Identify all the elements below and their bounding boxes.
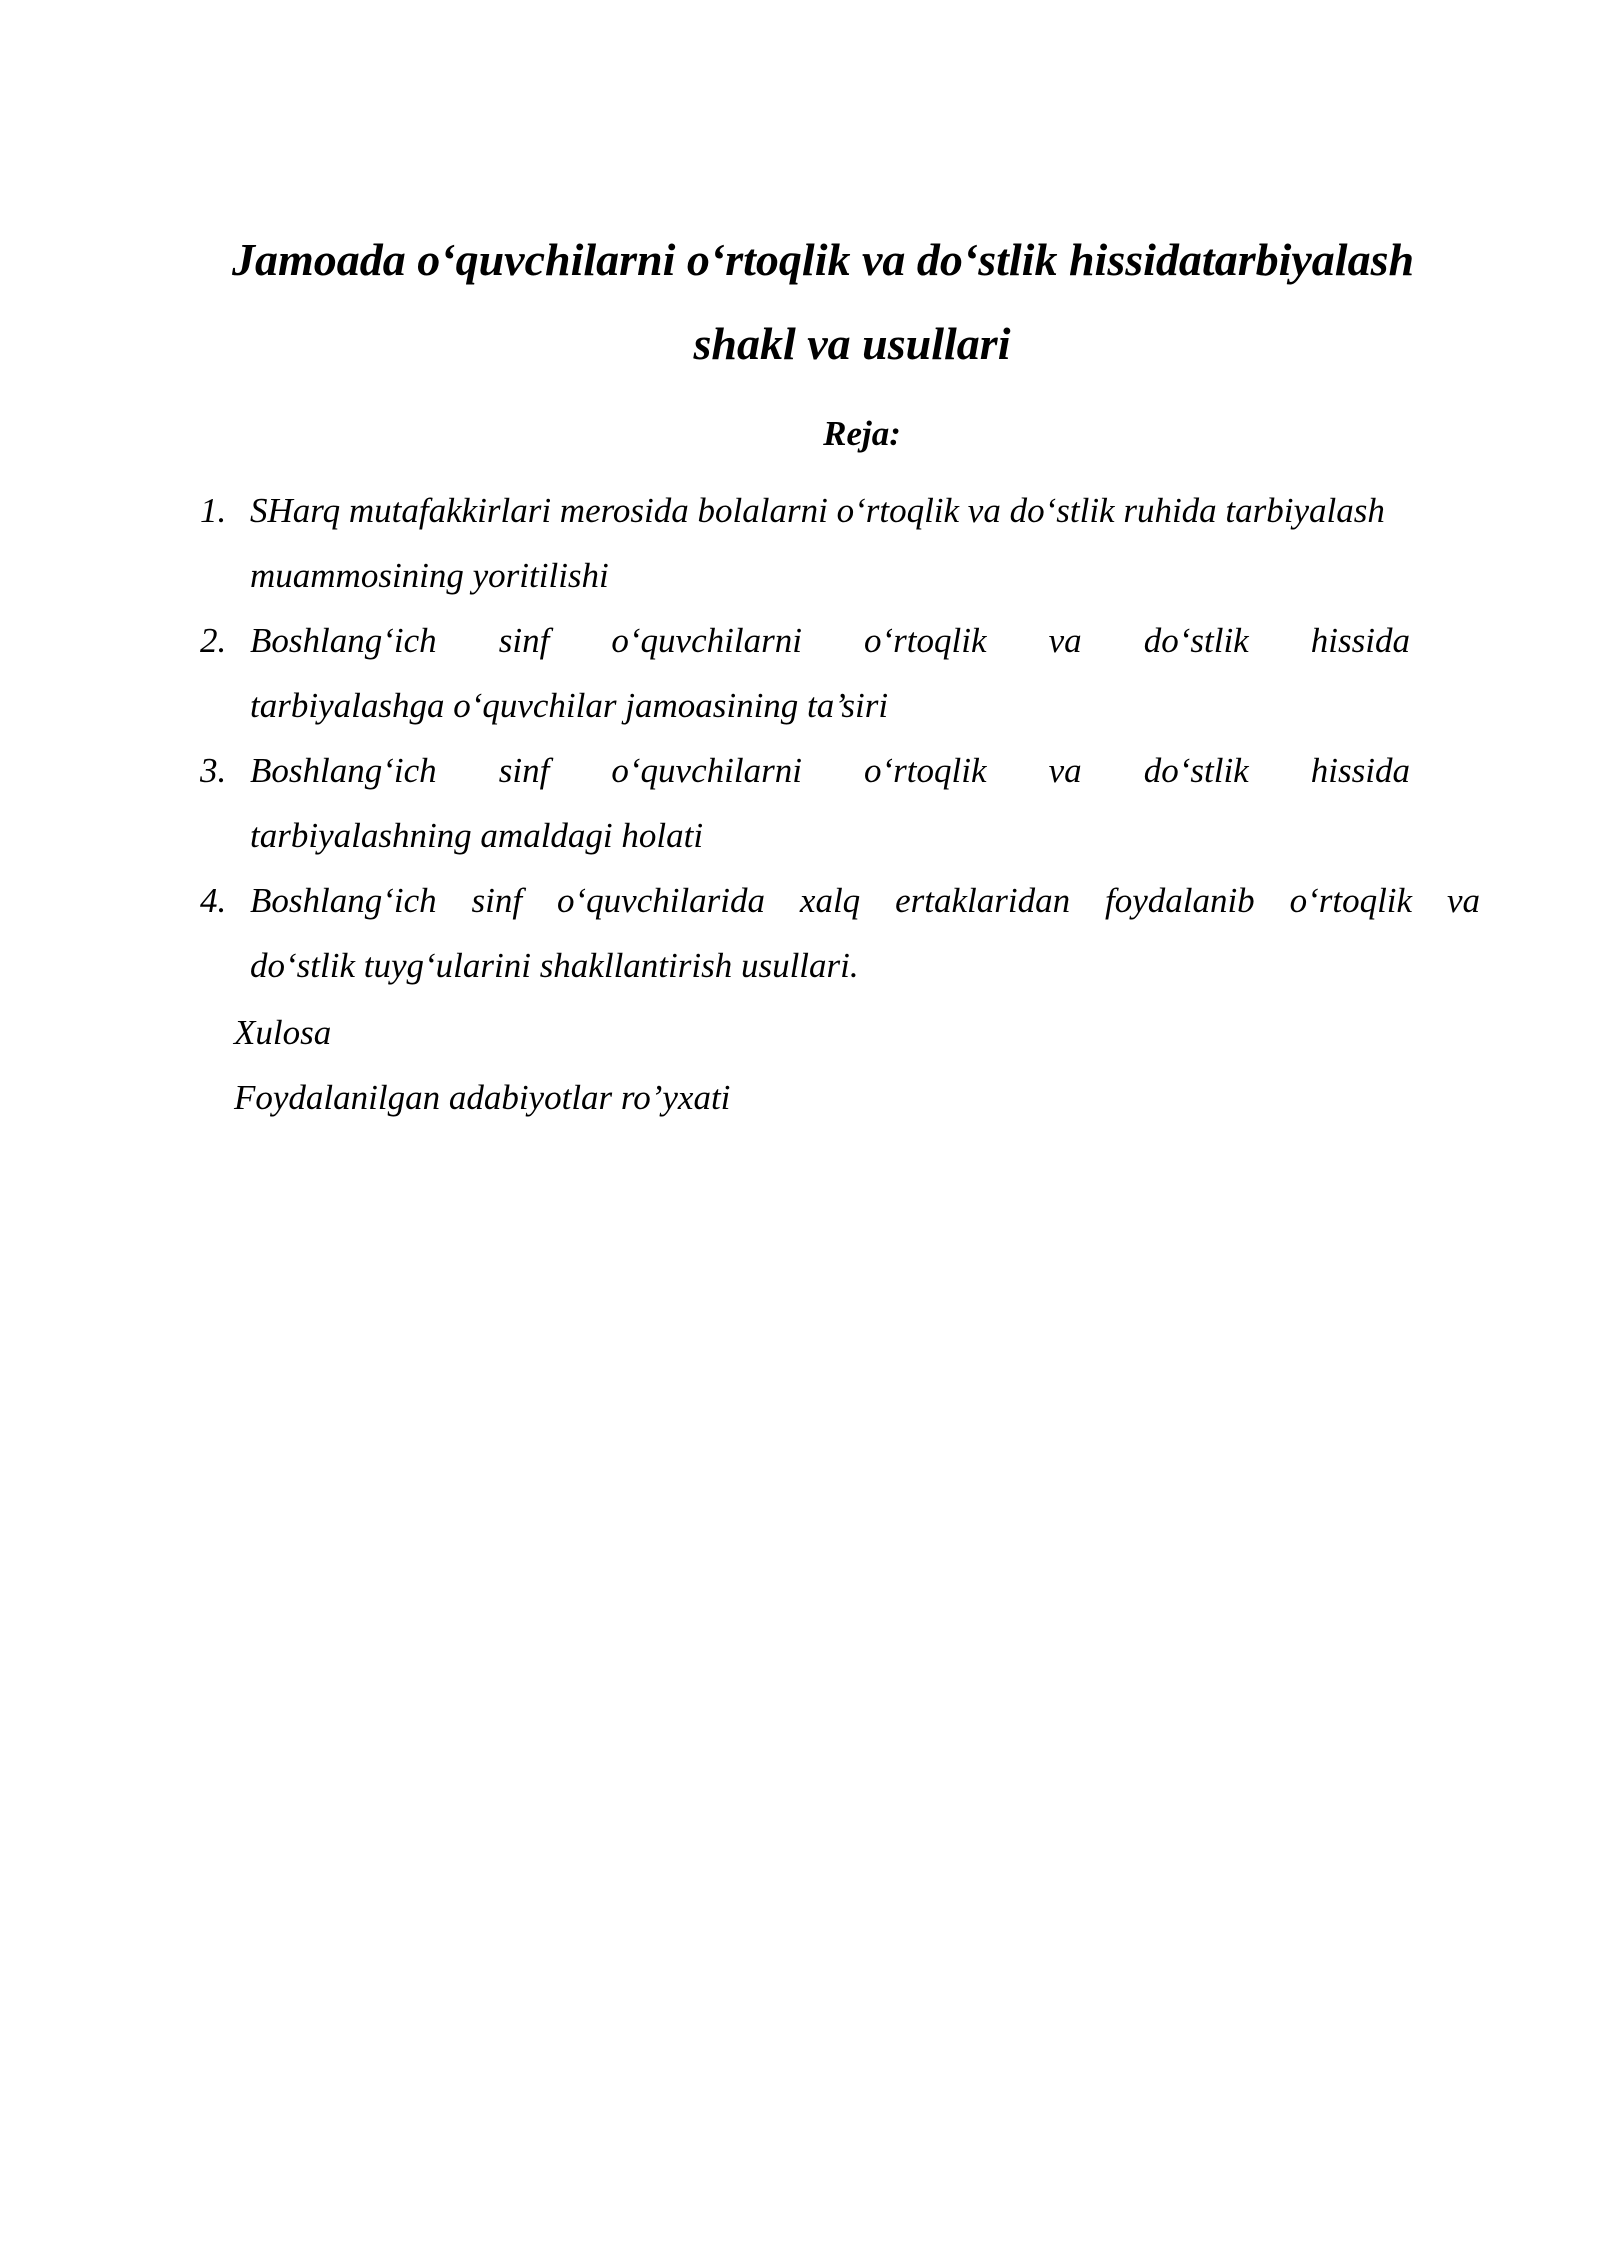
plan-item-text-line-2: muammosining yoritilishi — [250, 556, 609, 595]
conclusion-heading: Xulosa — [234, 1013, 332, 1052]
title-line-2: shakl va usullari — [693, 318, 1011, 369]
plan-item-text-line-2: tarbiyalashga o‘quvchilar jamoasining ta’siri — [250, 686, 889, 725]
plan-item-3 — [200, 738, 1480, 868]
plan-item-number: 3. — [200, 751, 227, 790]
plan-list — [200, 478, 1480, 998]
plan-item-4 — [200, 868, 1480, 998]
plan-heading: Reja: — [823, 414, 901, 453]
plan-item-text-line-1: SHarq mutafakkirlari merosida bolalarni o‘rtoqlik va do‘stlik ruhida tarbiyalash — [250, 491, 1385, 530]
plan-item-text-line-2: tarbiyalashning amaldagi holati — [250, 816, 704, 855]
bibliography-heading: Foydalanilgan adabiyotlar ro’yxati — [234, 1078, 731, 1117]
plan-item-text-line-1: Boshlang‘ich sinf o‘quvchilarni o‘rtoqlik va do‘stlik hissida — [250, 751, 1410, 790]
plan-item-text-line-2: do‘stlik tuyg‘ularini shakllantirish usullari. — [250, 946, 859, 985]
plan-item-number: 2. — [200, 621, 227, 660]
plan-item-2 — [200, 608, 1480, 738]
plan-item-number: 1. — [200, 491, 227, 530]
document-title — [232, 218, 1472, 386]
plan-item-text-line-1: Boshlang‘ich sinf o‘quvchilarida xalq ertaklaridan foydalanib o‘rtoqlik va — [250, 881, 1480, 920]
plan-item-1 — [200, 478, 1480, 608]
plan-item-number: 4. — [200, 881, 227, 920]
title-line-1: Jamoada o‘quvchilarni o‘rtoqlik va do‘stlik hissidatarbiyalash — [232, 234, 1415, 285]
plan-item-text-line-1: Boshlang‘ich sinf o‘quvchilarni o‘rtoqlik va do‘stlik hissida — [250, 621, 1410, 660]
